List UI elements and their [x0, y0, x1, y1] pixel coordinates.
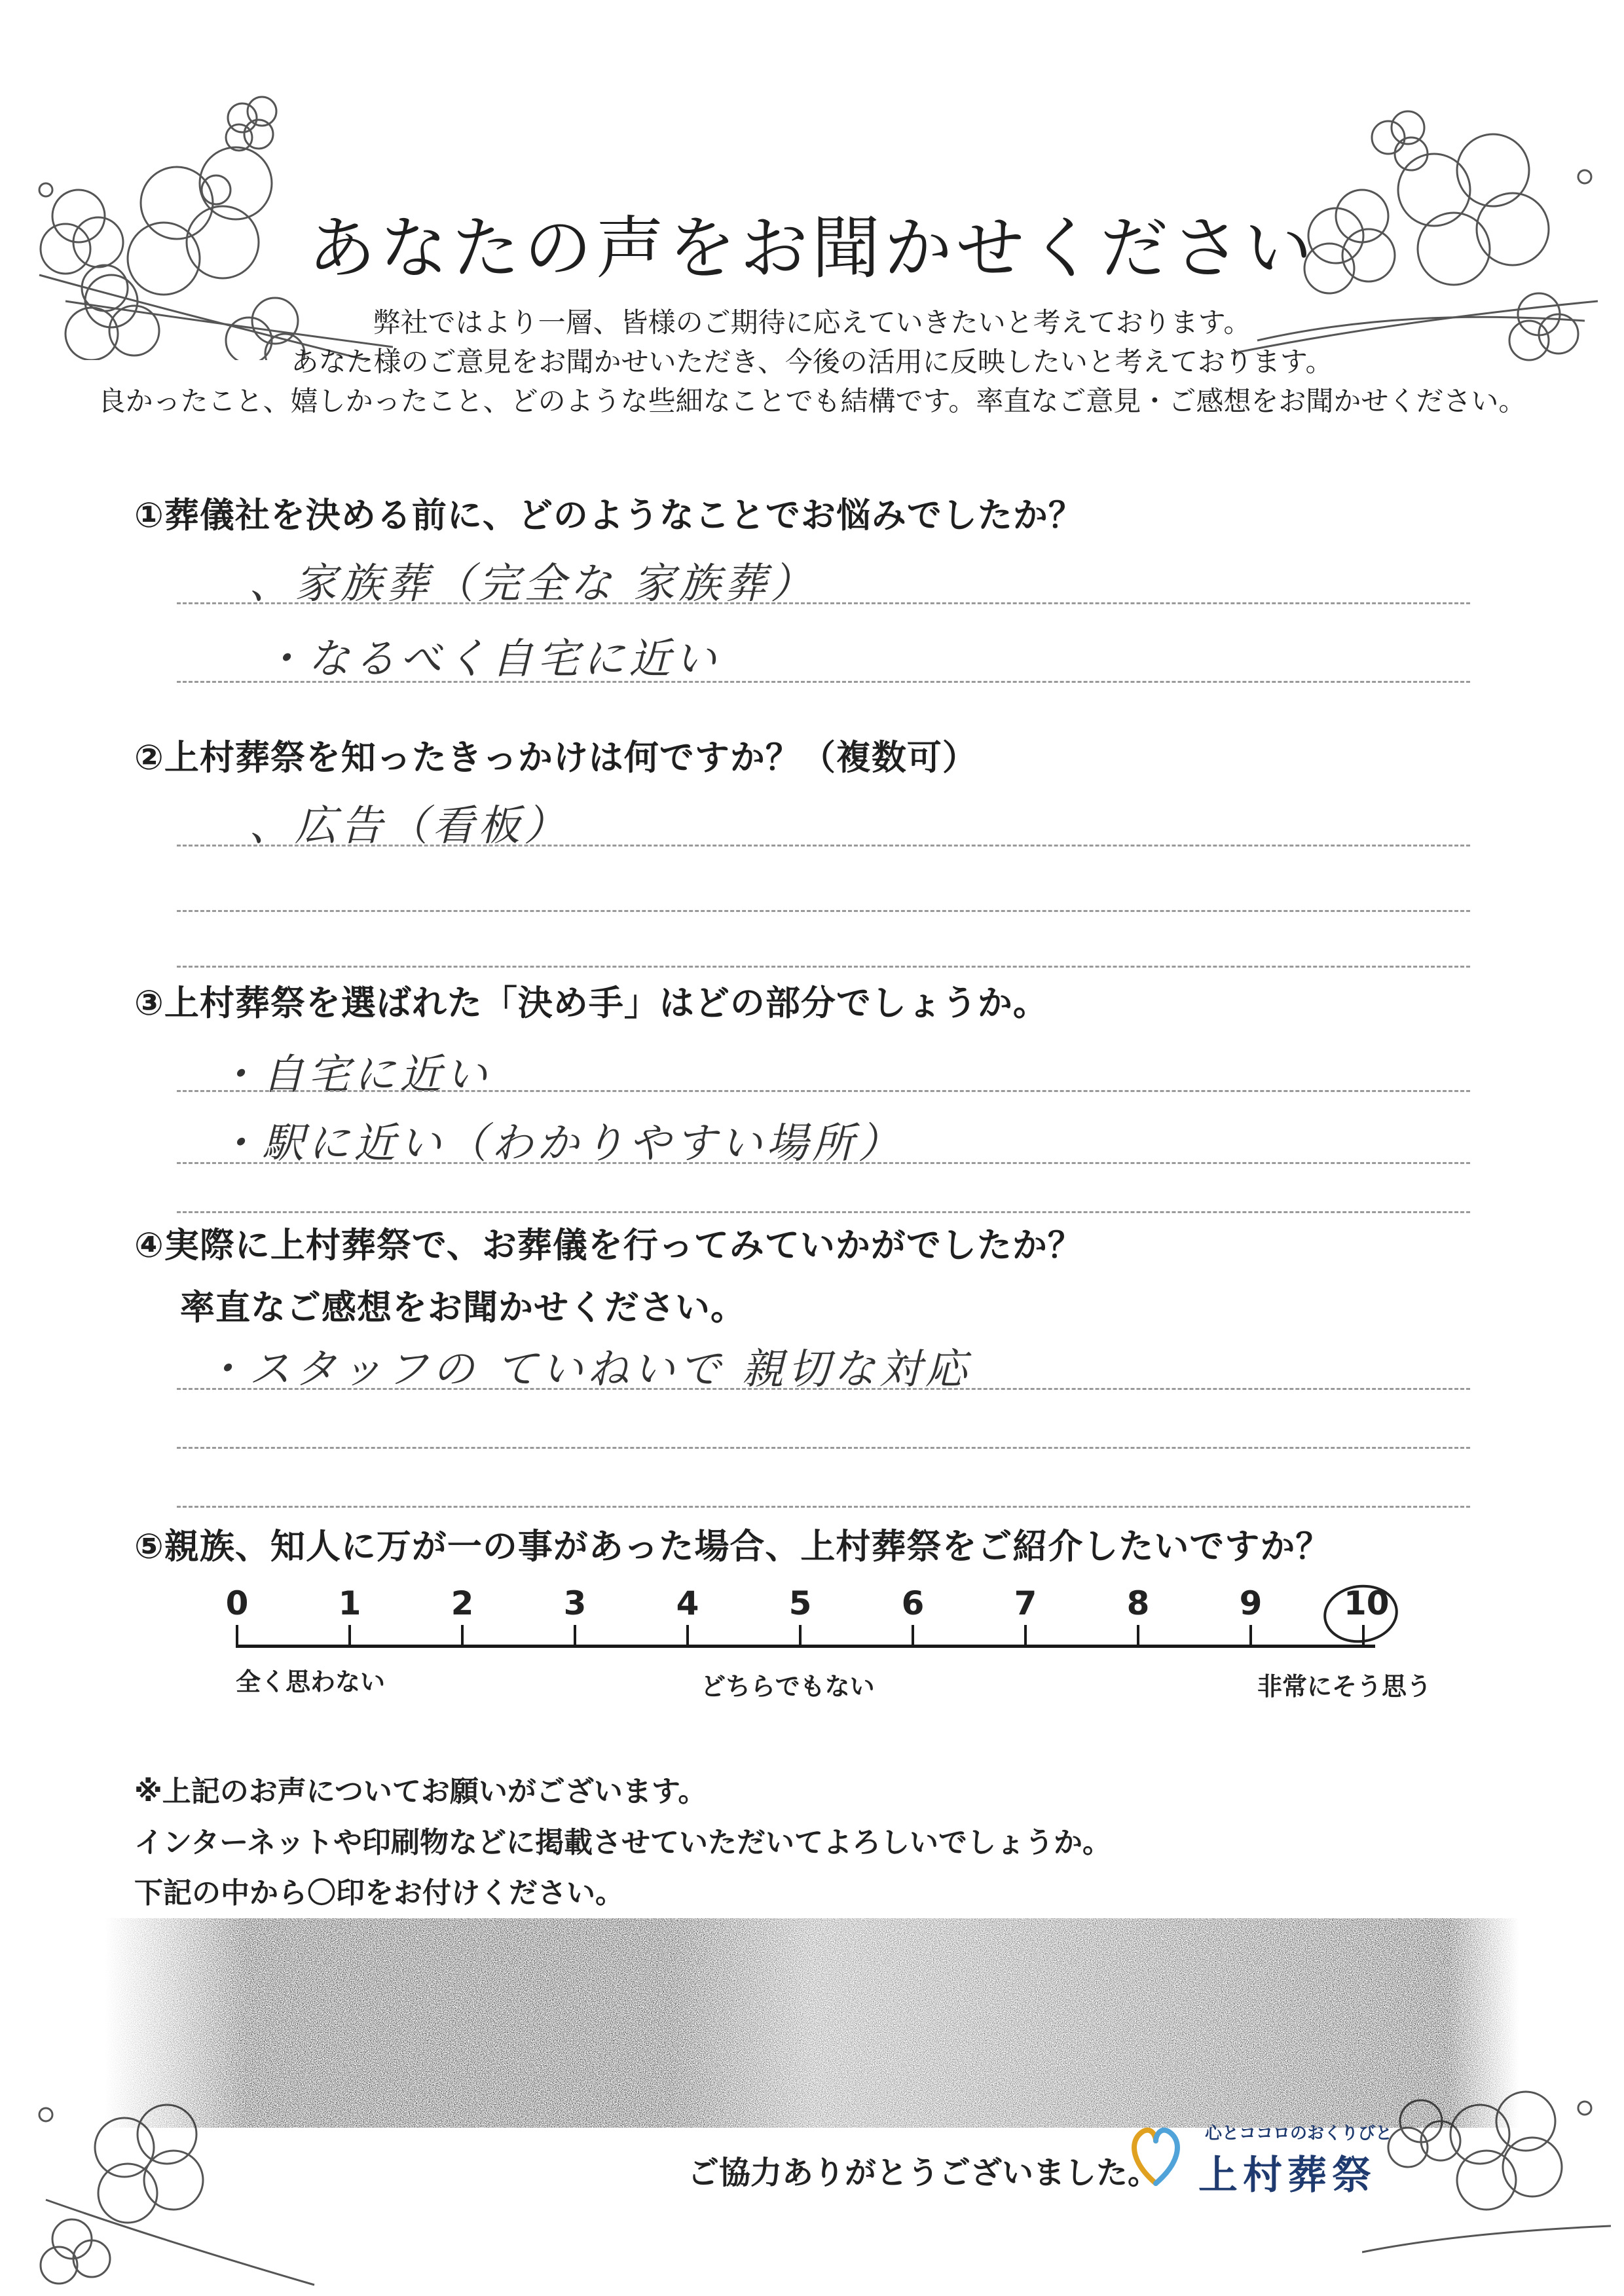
scale-number-6: 6: [901, 1584, 925, 1622]
logo-tagline: 心とココロのおくりびと: [1205, 2124, 1393, 2143]
answer-line: [177, 1506, 1470, 1508]
question-4-label-2: 率直なご感想をお聞かせください。: [180, 1288, 746, 1328]
redacted-area: [105, 1918, 1519, 2128]
answer-line: [177, 1388, 1470, 1390]
scale-tick: [912, 1625, 914, 1646]
rating-scale: [0, 1584, 1624, 1715]
scale-tick: [461, 1625, 464, 1646]
scale-number-4: 4: [676, 1584, 699, 1622]
question-1-answer-2: ・なるべく自宅に近い: [262, 635, 720, 683]
scale-number-2: 2: [451, 1584, 474, 1622]
scale-tick: [799, 1625, 802, 1646]
scale-number-10: 10: [1344, 1584, 1390, 1622]
scale-tick: [574, 1625, 576, 1646]
intro-line-3: 良かったこと、嬉しかったこと、どのような些細なことでも結構です。率直なご意見・ご感想をお聞かせください。: [98, 385, 1526, 417]
intro-line-2: あなた様のご意見をお聞かせいただき、今後の活用に反映したいと考えております。: [291, 346, 1333, 378]
answer-line: [177, 966, 1470, 968]
scale-number-1: 1: [338, 1584, 361, 1622]
question-3-label: ③上村葬祭を選ばれた「決め手」はどの部分でしょうか。: [134, 983, 1048, 1023]
scale-number-9: 9: [1239, 1584, 1263, 1622]
intro-line-1: 弊社ではより一層、皆様のご期待に応えていきたいと考えております。: [373, 306, 1251, 338]
answer-line: [177, 910, 1470, 912]
question-4-answer-1: ・スタッフの ていねいで 親切な対応: [203, 1345, 971, 1394]
logo-heart-icon: [1126, 2118, 1185, 2190]
answer-line: [177, 1447, 1470, 1449]
selected-circle: [1316, 1578, 1408, 1650]
answer-line: [177, 1162, 1470, 1164]
scale-tick: [1249, 1625, 1252, 1646]
scale-baseline: [236, 1645, 1375, 1648]
page-title: あなたの声をお聞かせください: [307, 208, 1316, 288]
question-3-answer-2: ・駅に近い（わかりやすい場所）: [216, 1120, 904, 1168]
scale-number-5: 5: [788, 1584, 812, 1622]
question-2-label: ②上村葬祭を知ったきっかけは何ですか？（複数可）: [134, 738, 978, 778]
notice-line-2: インターネットや印刷物などに掲載させていただいてよろしいでしょうか。: [134, 1826, 1112, 1859]
question-1-label: ①葬儀社を決める前に、どのようなことでお悩みでしたか？: [134, 496, 1084, 536]
question-3-answer-1: ・自宅に近い: [216, 1051, 491, 1099]
scale-label-low: 全く思わない: [236, 1667, 386, 1696]
scale-number-8: 8: [1126, 1584, 1150, 1622]
scale-tick: [1137, 1625, 1139, 1646]
scale-label-high: 非常にそう思う: [1257, 1672, 1432, 1701]
scale-label-mid: どちらでもない: [701, 1672, 875, 1701]
notice-line-1: ※上記のお声についてお願いがございます。: [134, 1775, 707, 1808]
answer-line: [177, 681, 1470, 683]
notice-line-3: 下記の中から〇印をお付けください。: [134, 1876, 624, 1910]
scale-number-7: 7: [1014, 1584, 1037, 1622]
scale-number-0: 0: [225, 1584, 249, 1622]
answer-line: [177, 845, 1470, 847]
scale-tick: [1024, 1625, 1027, 1646]
answer-line: [177, 602, 1470, 604]
thanks-message: ご協力ありがとうございました。: [688, 2155, 1160, 2191]
scale-tick: [686, 1625, 689, 1646]
scale-tick: [236, 1625, 238, 1646]
answer-line: [177, 1090, 1470, 1092]
question-2-answer-1: 、広告（看板）: [249, 802, 570, 850]
question-4-label: ④実際に上村葬祭で、お葬儀を行ってみていかがでしたか？: [134, 1226, 1083, 1266]
question-1-answer-1: 、家族葬（完全な 家族葬）: [249, 560, 817, 608]
answer-line: [177, 1211, 1470, 1213]
scale-tick: [348, 1625, 351, 1646]
scale-number-3: 3: [563, 1584, 587, 1622]
logo-name: 上村葬祭: [1198, 2153, 1376, 2198]
question-5-label: ⑤親族、知人に万が一の事があった場合、上村葬祭をご紹介したいですか？: [134, 1527, 1331, 1567]
